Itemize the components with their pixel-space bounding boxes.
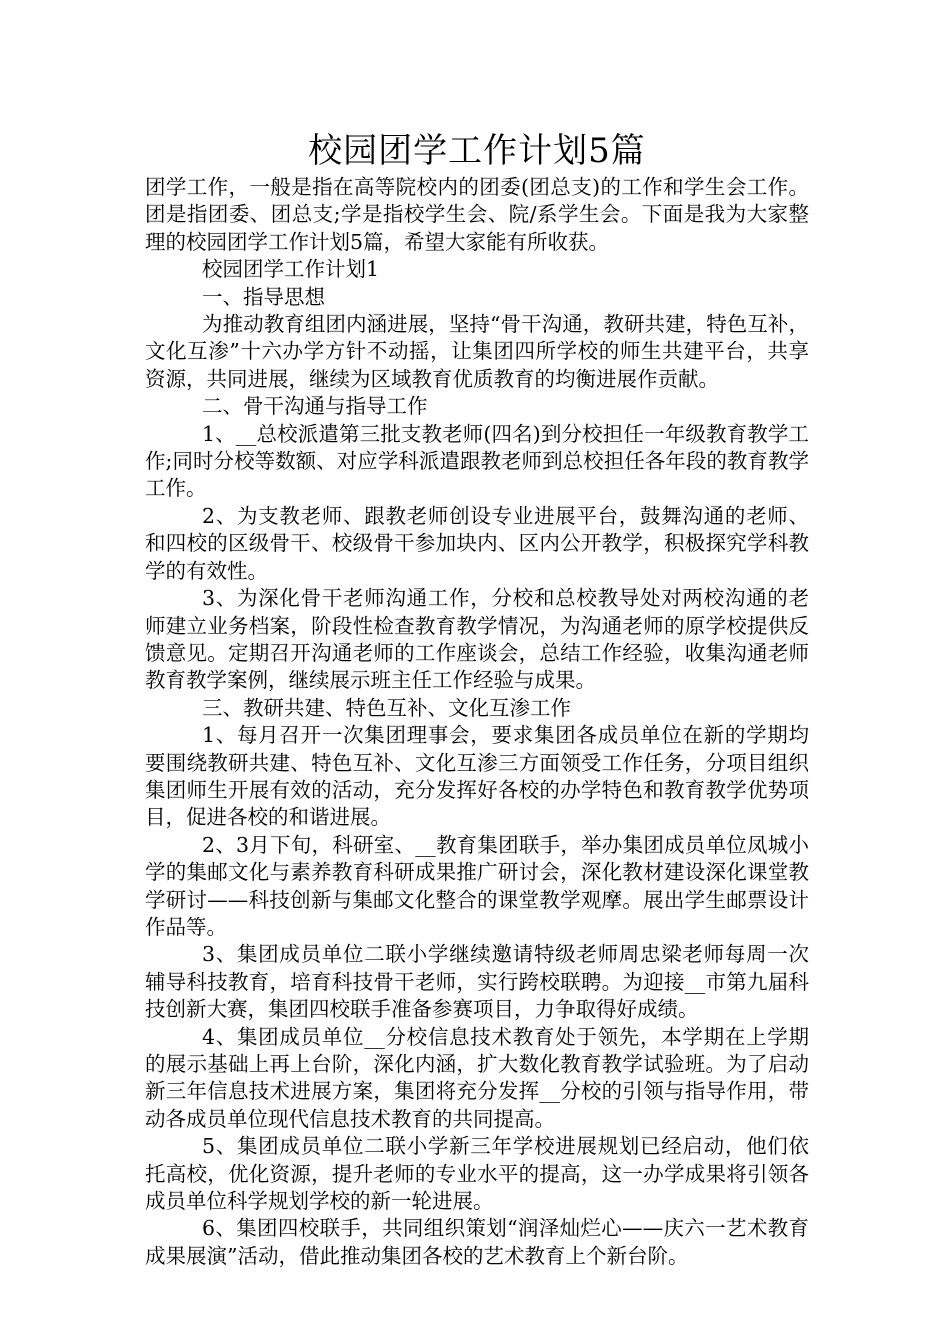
section-3-paragraph-2: 2、3月下旬，科研室、__教育集团联手，举办集团成员单位凤城小学的集邮文化与素养教育科研成果推广研讨会，深化教材建设深化课堂教学研讨——科技创新与集邮文化整合的课堂教学观摩。展出学生邮票设计作品等。 (145, 832, 809, 939)
section-3-paragraph-4: 4、集团成员单位__分校信息技术教育处于领先，本学期在上学期的展示基础上再上台阶，深化内涵，扩大数化教育教学试验班。为了启动新三年信息技术进展方案，集团将充分发挥__分校的引领与指导作用，带动各成员单位现代信息技术教育的共同提高。 (145, 1024, 809, 1131)
section-2-paragraph-1: 1、__总校派遣第三批支教老师(四名)到分校担任一年级教育教学工作;同时分校等数额、对应学科派遣跟教老师到总校担任各年段的教育教学工作。 (145, 421, 809, 501)
section-3-paragraph-3: 3、集团成员单位二联小学继续邀请特级老师周忠梁老师每周一次辅导科技教育，培育科技骨干老师，实行跨校联聘。为迎接__市第九届科技创新大赛，集团四校联手准备参赛项目，力争取得好成绩。 (145, 942, 809, 1022)
section-3-paragraph-1: 1、每月召开一次集团理事会，要求集团各成员单位在新的学期均要围绕教研共建、特色互补、文化互渗三方面领受工作任务，分项目组织集团师生开展有效的活动，充分发挥好各校的办学特色和教育教学优势项目，促进各校的和谐进展。 (145, 723, 809, 830)
section-3-paragraph-6: 6、集团四校联手，共同组织策划“润泽灿烂心——庆六一艺术教育成果展演”活动，借此推动集团各校的艺术教育上个新台阶。 (145, 1216, 809, 1268)
section-heading-3: 三、教研共建、特色互补、文化互渗工作 (202, 695, 571, 720)
section-heading-1: 一、指导思想 (202, 284, 325, 309)
section-2-paragraph-3: 3、为深化骨干老师沟通工作，分校和总校教导处对两校沟通的老师建立业务档案，阶段性检查教育教学情况，为沟通老师的原学校提供反馈意见。定期召开沟通老师的工作座谈会，总结工作经验，收集沟通老师教育教学案例，继续展示班主任工作经验与成果。 (145, 586, 809, 693)
document-title: 校园团学工作计划5篇 (308, 131, 646, 171)
plan-heading: 校园团学工作计划1 (202, 257, 380, 282)
document-page (145, 128, 809, 1270)
intro-paragraph: 团学工作，一般是指在高等院校内的团委(团总支)的工作和学生会工作。团是指团委、团总支;学是指校学生会、院/系学生会。下面是我为大家整理的校园团学工作计划5篇，希望大家能有所收获。 (145, 175, 809, 254)
section-3-paragraph-5: 5、集团成员单位二联小学新三年学校进展规划已经启动，他们依托高校，优化资源，提升老师的专业水平的提高，这一办学成果将引领各成员单位科学规划学校的新一轮进展。 (145, 1134, 809, 1214)
section-2-paragraph-2: 2、为支教老师、跟教老师创设专业进展平台，鼓舞沟通的老师、和四校的区级骨干、校级骨干参加块内、区内公开教学，积极探究学科教学的有效性。 (145, 503, 809, 583)
section-heading-2: 二、骨干沟通与指导工作 (202, 394, 428, 419)
section-1-paragraph-1: 为推动教育组团内涵进展，坚持“骨干沟通，教研共建，特色互补，文化互渗”十六办学方针不动摇，让集团四所学校的师生共建平台，共享资源，共同进展，继续为区域教育优质教育的均衡进展作贡献。 (145, 312, 809, 391)
